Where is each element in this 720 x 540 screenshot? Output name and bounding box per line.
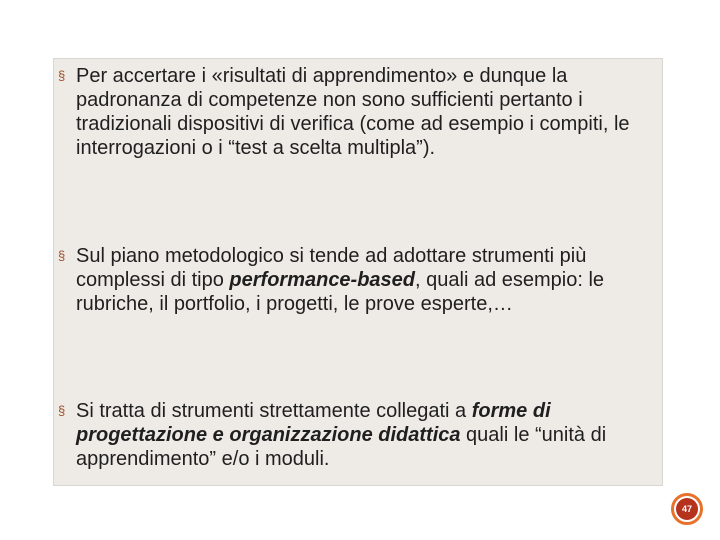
bullet-2-text-start: Sul piano metodologico si tende ad adottare strumenti più complessi di tipo (76, 245, 587, 291)
bullet-text-1 (76, 64, 658, 160)
bullet-item-2 (58, 244, 658, 316)
bullet-2-emphasis: performance-based (229, 269, 416, 291)
bullet-3-text-start: Si tratta di strumenti strettamente collegati a (76, 400, 472, 422)
bullet-1-text: Per accertare i «risultati di apprendimento» e dunque la padronanza di competenze non sono sufficienti pertanto i tradizionali dispositivi di verifica (come ad esempio i compiti, le interrogazioni o i “test a scelta multipla”). (76, 65, 630, 159)
bullet-2-text-end: , quali ad esempio: le rubriche, il portfolio, i progetti, le prove esperte,… (76, 269, 605, 315)
bullet-3-text-end: quali le “unità di apprendimento” e/o i moduli. (76, 424, 607, 470)
bullet-item-1 (58, 64, 658, 160)
bullet-3-emphasis: forme di progettazione e organizzazione didattica (76, 400, 551, 446)
bullet-marker-icon: § (58, 248, 66, 263)
page-number: 47 (676, 498, 698, 520)
bullet-marker-icon: § (58, 68, 66, 83)
bullet-text-2 (76, 244, 658, 316)
page-number-badge (671, 493, 703, 525)
bullet-text-3 (76, 399, 658, 471)
bullet-item-3 (58, 399, 658, 471)
content-box (53, 58, 663, 486)
bullet-marker-icon: § (58, 403, 66, 418)
